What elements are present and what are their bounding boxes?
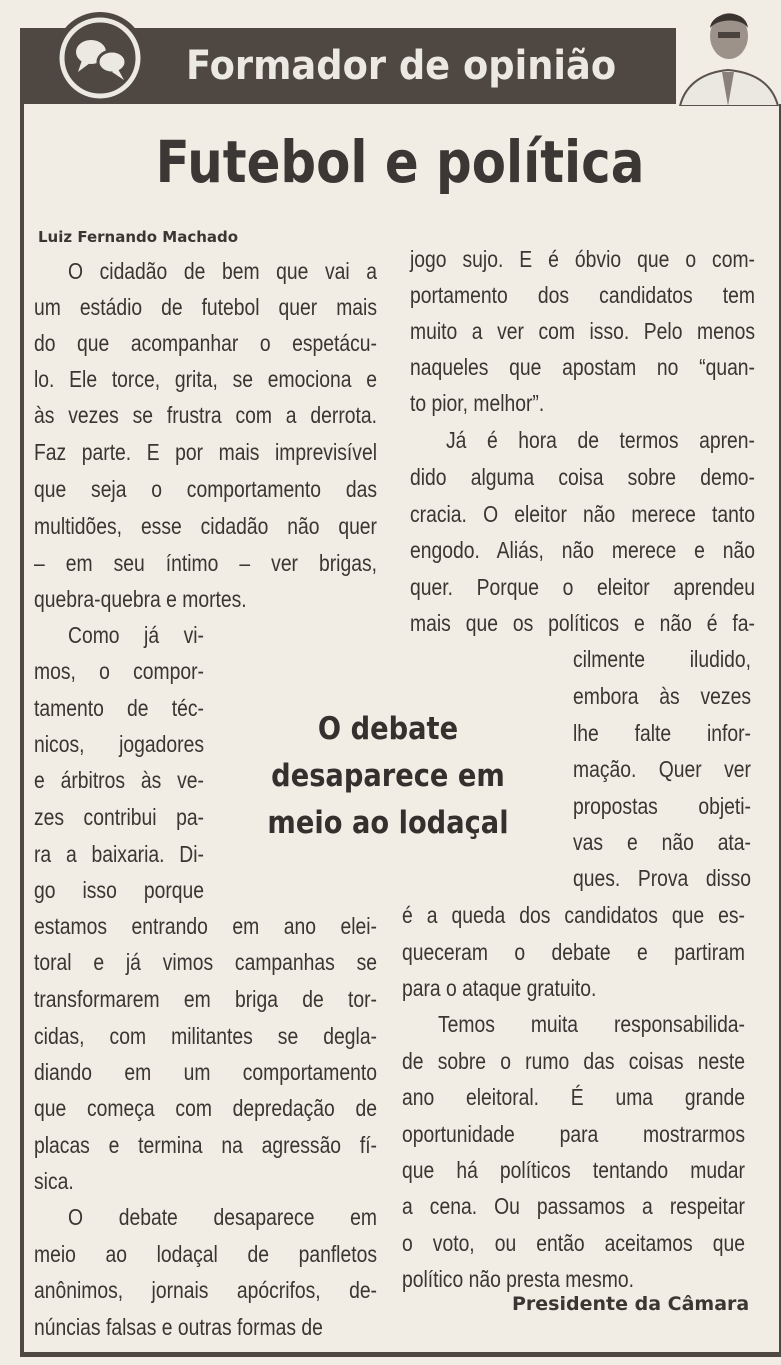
article-text-line: a cena. Ou passamos a respeitar	[402, 1193, 745, 1219]
article-text-line: meio ao lodaçal de panfletos	[34, 1241, 377, 1267]
article-text-line: oportunidade para mostrarmos	[402, 1121, 745, 1147]
article-text-line: dido alguma coisa sobre demo-	[410, 464, 755, 490]
article-text-line: Como já vi-	[68, 622, 204, 648]
article-text-line: anônimos, jornais apócrifos, de-	[34, 1277, 377, 1303]
article-text-line: diando em um comportamento	[34, 1059, 377, 1085]
article-text-line: ra a baixaria. Di-	[34, 841, 204, 867]
article-text-line: vas e não ata-	[573, 829, 751, 855]
article-text-line: portamento dos candidatos tem	[410, 282, 755, 308]
article-text-line: O debate desaparece em	[68, 1204, 377, 1230]
article-text-line: mais que os políticos e não é fa-	[410, 610, 755, 636]
article-text-line: nicos, jogadores	[34, 731, 204, 757]
article-text-line: propostas objeti-	[573, 793, 751, 819]
pull-quote-line: meio ao lodaçal	[267, 805, 509, 841]
pull-quote-line: O debate	[317, 711, 459, 747]
article-text-line: Já é hora de termos apren-	[446, 427, 755, 453]
article-text-line: ques. Prova disso	[573, 865, 751, 891]
article-text-line: queceram o debate e partiram	[402, 939, 745, 965]
article-text-line: engodo. Aliás, não merece e não	[410, 537, 755, 563]
article-text-line: que começa com depredação de	[34, 1095, 377, 1121]
article-text-line: quebra-quebra e mortes.	[34, 586, 247, 612]
article-text-line: mação. Quer ver	[573, 756, 751, 782]
article-text-line: cracia. O eleitor não merece tanto	[410, 501, 755, 527]
article-text-line: toral e já vimos campanhas se	[34, 949, 377, 975]
article-text-line: estamos entrando em ano elei-	[34, 913, 377, 939]
article-text-line: cidas, com militantes se degla-	[34, 1023, 377, 1049]
article-text-line: go isso porque	[34, 877, 204, 903]
speech-bubbles-icon	[52, 10, 148, 106]
author-signature: Presidente da Câmara	[512, 1293, 750, 1315]
article-text-line: Temos muita responsabilida-	[438, 1011, 745, 1037]
article-text-line: mos, o compor-	[34, 658, 204, 684]
article-text-line: às vezes se frustra com a derrota.	[34, 402, 377, 428]
headline: Futebol e política	[155, 128, 645, 196]
article-text-line: zes contribui pa-	[34, 804, 204, 830]
article-text-line: transformarem em briga de tor-	[34, 986, 377, 1012]
article-text-line: lo. Ele torce, grita, se emociona e	[34, 366, 377, 392]
article-text-line: e árbitros às ve-	[34, 767, 204, 793]
article-text-line: é a queda dos candidatos que es-	[402, 902, 745, 928]
pull-quote	[248, 706, 528, 847]
article-text-line: to pior, melhor”.	[410, 390, 545, 416]
article-text-line: placas e termina na agressão fí-	[34, 1132, 377, 1158]
article-text-line: O cidadão de bem que vai a	[68, 258, 377, 284]
article-text-line: quer. Porque o eleitor aprendeu	[410, 574, 755, 600]
author-byline: Luiz Fernando Machado	[38, 228, 239, 246]
article-text-line: naqueles que apostam no “quan-	[410, 354, 755, 380]
article-text-line: multidões, esse cidadão não quer	[34, 513, 377, 539]
article-text-line: embora às vezes	[573, 683, 751, 709]
article-text-line: cilmente iludido,	[573, 646, 751, 672]
article-text-line: jogo sujo. E é óbvio que o com-	[410, 246, 755, 272]
article-text-line: ano eleitoral. É uma grande	[402, 1084, 745, 1110]
article-text-line: um estádio de futebol quer mais	[34, 294, 377, 320]
article-text-line: Faz parte. E por mais imprevisível	[34, 439, 377, 465]
article-text-line: sica.	[34, 1168, 74, 1194]
author-portrait	[676, 2, 781, 106]
pull-quote-line: desaparece em	[271, 758, 505, 794]
article-text-line: que seja o comportamento das	[34, 476, 377, 502]
article-text-line: político não presta mesmo.	[402, 1266, 634, 1292]
article-text-line: tamento de téc-	[34, 695, 204, 721]
article-text-line: do que acompanhar o espetácu-	[34, 330, 377, 356]
article-text-line: para o ataque gratuito.	[402, 975, 597, 1001]
article-text-line: que há políticos tentando mudar	[402, 1157, 745, 1183]
article-text-line: núncias falsas e outras formas de	[34, 1314, 323, 1340]
article-text-line: de sobre o rumo das coisas neste	[402, 1048, 745, 1074]
article-text-line: muito a ver com isso. Pelo menos	[410, 318, 755, 344]
article-text-line: o voto, ou então aceitamos que	[402, 1230, 745, 1256]
section-title: Formador de opinião	[186, 43, 617, 89]
article-text-line: – em seu íntimo – ver brigas,	[34, 550, 377, 576]
article-text-line: lhe falte infor-	[573, 720, 751, 746]
